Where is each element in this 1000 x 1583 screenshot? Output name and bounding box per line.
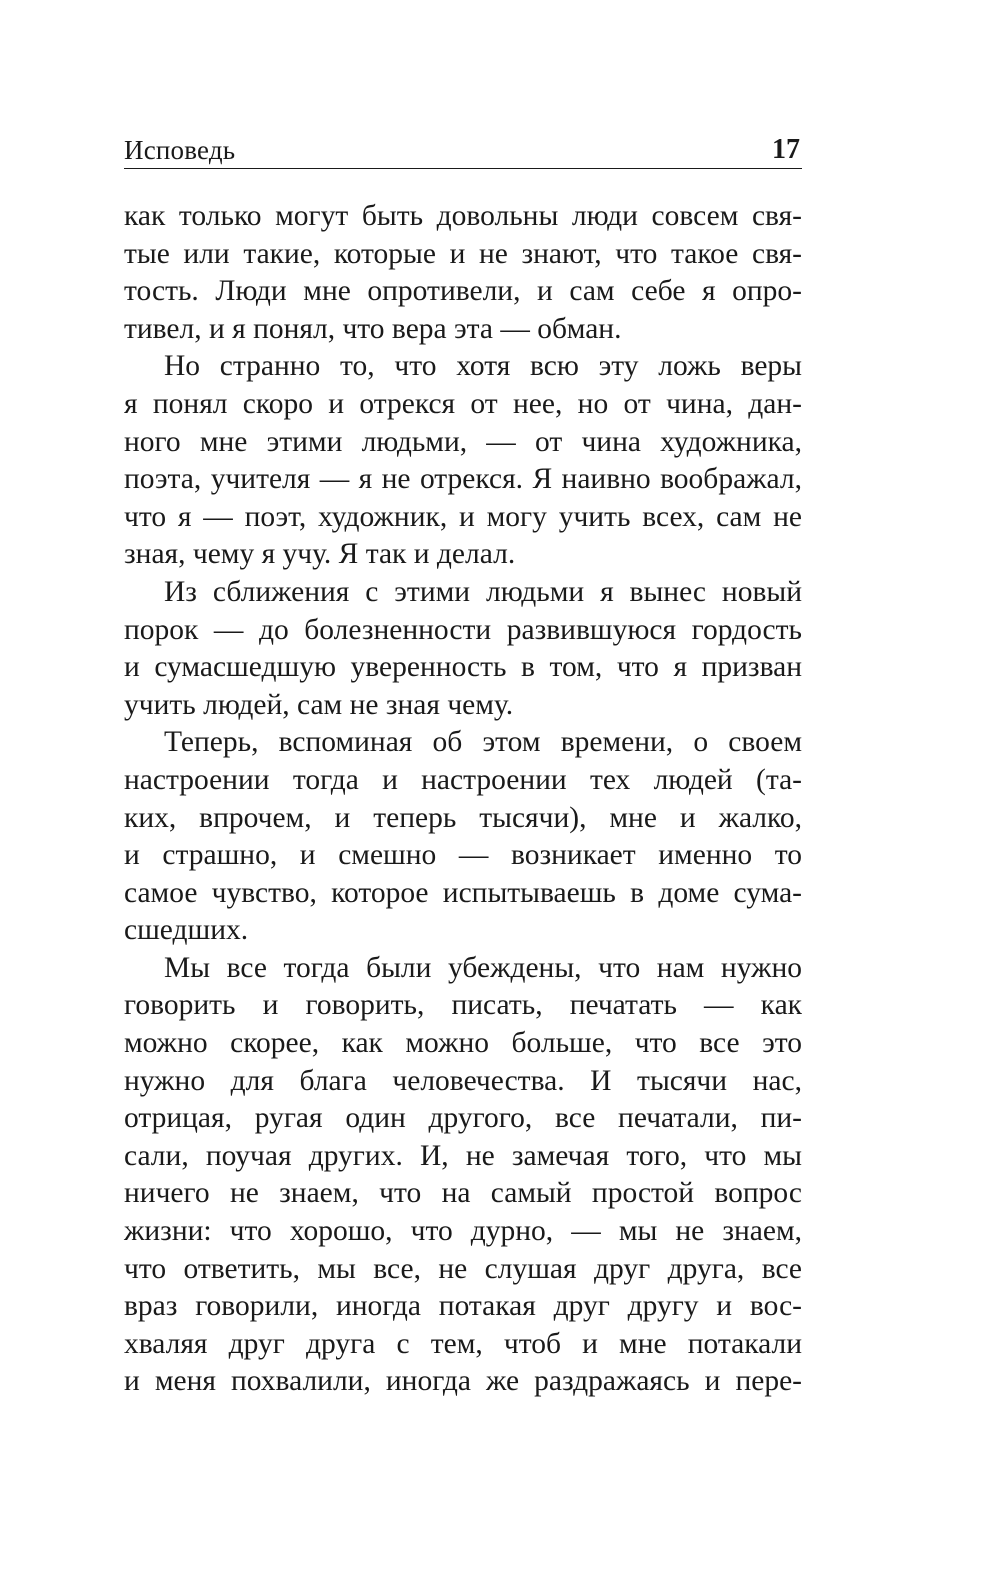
page-number: 17 [772, 134, 800, 165]
text-line: и страшно, и смешно — возникает именно то [124, 839, 802, 872]
text-line: учить людей, сам не зная чему. [124, 688, 514, 721]
running-head [124, 132, 802, 169]
text-line: тость. Люди мне опротивели, и сам себе я опро- [124, 275, 802, 308]
text-line: я понял скоро и отрекся от нее, но от чина, дан- [124, 387, 802, 420]
text-line: тые или такие, которые и не знают, что такое свя- [124, 237, 802, 270]
text-line: можно скорее, как можно больше, что все это [124, 1027, 802, 1060]
text-line: Но странно то, что хотя всю эту ложь веры [164, 350, 802, 383]
text-line: что я — поэт, художник, и могу учить всех, сам не [124, 500, 802, 533]
text-line: и сумасшедшую уверенность в том, что я призван [124, 651, 802, 684]
text-line: как только могут быть довольны люди совсем свя- [124, 200, 802, 232]
text-line: враз говорили, иногда потакая друг другу и вос- [124, 1290, 802, 1323]
text-line: ничего не знаем, что на самый простой вопрос [124, 1177, 802, 1210]
text-line: порок — до болезненности развившуюся гордость [124, 613, 802, 646]
text-line: нужно для блага человечества. И тысячи нас, [124, 1064, 802, 1097]
text-line: говорить и говорить, писать, печатать — как [124, 989, 802, 1022]
text-line: хваляя друг друга с тем, чтоб и мне потакали [124, 1327, 802, 1360]
text-line: Мы все тогда были убеждены, что нам нужно [164, 951, 802, 984]
text-line: и меня похвалили, иногда же раздражаясь и пере- [124, 1365, 802, 1398]
running-title: Исповедь [124, 135, 236, 165]
text-line: поэта, учителя — я не отрекся. Я наивно воображал, [124, 463, 802, 496]
text-line: самое чувство, которое испытываешь в доме сума- [124, 876, 802, 909]
text-line: тивел, и я понял, что вера эта — обман. [124, 312, 622, 345]
text-line: ких, впрочем, и теперь тысячи), мне и жалко, [124, 801, 802, 834]
text-line: зная, чему я учу. Я так и делал. [124, 538, 516, 571]
text-line: отрицая, ругая один другого, все печатали, пи- [124, 1102, 802, 1135]
text-line: что ответить, мы все, не слушая друг друга, все [124, 1252, 802, 1285]
text-line: сшедших. [124, 914, 249, 947]
text-line: Из сближения с этими людьми я вынес новый [164, 575, 802, 608]
body-text [124, 198, 802, 1401]
text-line: сали, поучая других. И, не замечая того, что мы [124, 1139, 802, 1172]
text-line: Теперь, вспоминая об этом времени, о своем [164, 726, 802, 759]
text-line: ного мне этими людьми, — от чина художника, [124, 425, 802, 458]
text-line: жизни: что хорошо, что дурно, — мы не знаем, [124, 1215, 802, 1248]
text-line: настроении тогда и настроении тех людей (та- [124, 763, 802, 796]
